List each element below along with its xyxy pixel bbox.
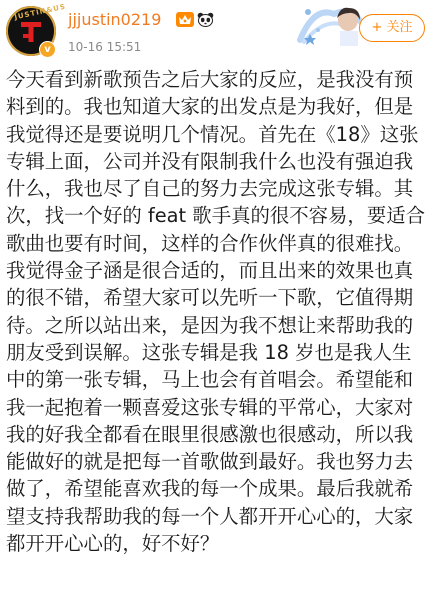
follow-button[interactable]: + 关注 <box>359 14 425 42</box>
username[interactable]: jjjustin0219 <box>68 10 162 29</box>
panda-icon[interactable] <box>197 12 214 27</box>
post-header <box>0 0 435 62</box>
verified-badge-icon: v <box>39 41 56 58</box>
user-badges <box>176 10 214 28</box>
avatar-logo-text: JUSTIN&US <box>13 2 67 22</box>
vip-crown-icon[interactable] <box>176 12 194 27</box>
post-text: 今天看到新歌预告之后大家的反应，是我没有预料到的。我也知道大家的出发点是为我好，但是我觉得还是要说明几个情况。首先在《18》这张专辑上面，公司并没有限制我什么也没有强迫我什么，我也尽了自己的努力去完成这张专辑。其次，找一个好的 feat 歌手真的很不容易，要适合歌曲也要有时间，这样的合作伙伴真的很难找。我觉得金子涵是很合适的，而且出来的效果也真的很不错，希望大家可以先听一下歌，它值得期待。之所以站出来，是因为我不想让来帮助我的朋友受到误解。这张专辑是我 18 岁也是我人生中的第一张专辑，马上也会有首唱会。希望能和我一起抱着一颗喜爱这张专辑的平常心，大家对我的好我全都看在眼里很感激也很感动，所以我能做好的就是把每一首歌做到最好。我也努力去做了，希望能喜欢我的每一个成果。最后我就希望支持我帮助我的每一个人都开开心心的，大家都开开心心的，好不好？ <box>6 68 425 556</box>
post-timestamp: 10-16 15:51 <box>68 40 142 54</box>
avatar-logo-icon <box>19 18 43 44</box>
